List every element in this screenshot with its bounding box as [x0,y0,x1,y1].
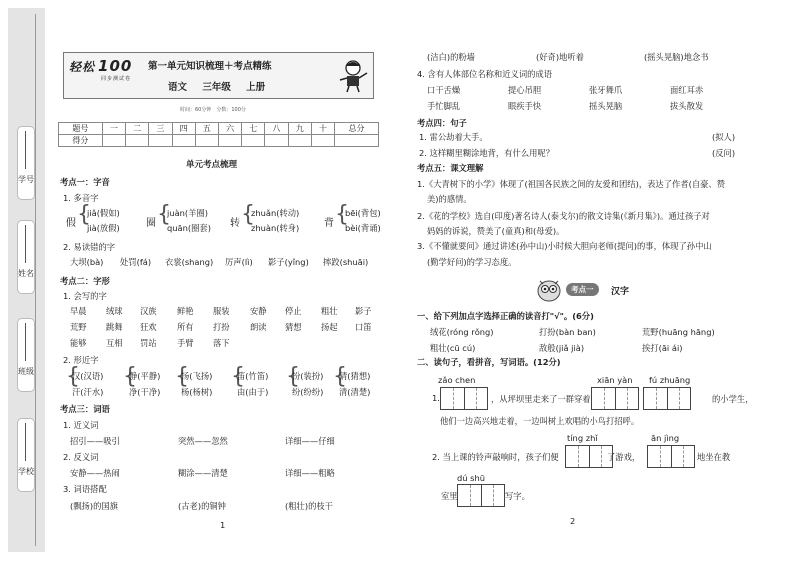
vocab-word: 停止 [285,306,302,316]
score-header-cell: 一 [102,123,125,135]
pinyin-hint: dú shū [457,473,486,483]
polyphone-reading: juàn(羊圈) [167,208,208,218]
student-id-label: 学号 [18,175,34,184]
page-number-1: 1 [220,520,226,530]
polyphone-char: 假 [66,218,76,229]
score-header-cell: 总分 [335,123,379,135]
misread-word: 摔跤(shuāi) [323,257,369,267]
student-mascot-icon [336,57,370,93]
score-cell[interactable] [172,135,195,147]
answer-box[interactable] [440,387,488,410]
line-1-text-b: 的小学生， [712,394,754,404]
understanding-1-cont: 美)的感情。 [427,194,472,204]
polyphone-char: 背 [324,218,334,229]
idiom: 提心吊胆 [508,85,542,95]
pinyin-hint: zǎo chen [438,375,476,385]
understanding-3: 3.《不懂就要问》通过讲述(孙中山)小时候大胆向老师(提问)的事，体现了孙中山 [417,241,712,251]
understanding-1: 1.《大青树下的小学》体现了(祖国各民族之间的友爱和团结)，表达了作者(自豪、赞 [417,179,726,189]
score-header-cell: 八 [265,123,288,135]
class-label: 班级 [18,367,34,376]
polyphone-bracket: { [335,202,349,227]
class-field[interactable] [17,318,35,392]
similar-bracket: { [175,364,189,389]
score-header-cell: 题号 [59,123,103,135]
similar-bracket: { [333,364,347,389]
time-score-meta: 时间：60分钟 分数：100分 [180,107,246,113]
idiom: 张牙舞爪 [589,85,623,95]
point1-heading: 考点一：字音 [60,177,110,187]
score-header-cell: 二 [126,123,149,135]
line-2-text-c: 地坐在教 [697,452,731,462]
brand-logo: 轻松 100 同步测试卷 [69,57,133,82]
line-1-text-a: ，从坪坝里走来了一群穿着 [491,394,591,404]
similar-char: 汉(汉语) [72,371,104,381]
score-cell[interactable] [218,135,241,147]
idiom: 摇头晃脑 [589,101,623,111]
understanding-3-cont: (勤学好问)的学习态度。 [427,257,517,267]
vocab-word: 服装 [213,306,230,316]
vocab-word: 早晨 [70,306,87,316]
idiom: 眼疾手快 [508,101,542,111]
similar-char: 净(干净) [129,387,161,397]
review-section-title: 单元考点梳理 [186,160,238,170]
vocab-word: 能够 [70,338,87,348]
polyphone-heading: 1. 多音字 [63,193,99,203]
idiom: 手忙脚乱 [427,101,461,111]
misread-word: 处罚(fá) [120,257,152,267]
pronunciation-choice: 敌般(jiǎ jià) [539,343,585,353]
understanding-2: 2.《花的学校》选自(印度)著名诗人(泰戈尔)的散文诗集(《新月集》)。通过孩子对 [417,211,710,221]
owl-mascot-icon [532,275,566,305]
line-2-text-e: 写字。 [505,491,530,501]
idiom: 面红耳赤 [670,85,704,95]
score-header-cell: 九 [288,123,311,135]
write-words-heading: 1. 会写的字 [63,291,107,301]
sentence-1-tag: (拟人) [712,132,736,142]
similar-char: 杨(杨树) [181,387,213,397]
similar-char: 清(清楚) [339,387,371,397]
idiom: 口干舌燥 [427,85,461,95]
unit-header [63,52,374,99]
polyphone-bracket: { [157,202,171,227]
question-2-heading: 二、读句子，看拼音，写词语。(12分) [417,357,561,367]
pronunciation-choice: 荒野(huāng hāng) [642,327,715,337]
vocab-word: 落下 [213,338,230,348]
score-cell[interactable] [335,135,379,147]
antonym-pair: 安静——热闹 [70,468,120,478]
synonym-heading: 1. 近义词 [63,420,99,430]
answer-box[interactable] [565,445,613,468]
similar-char: 猜(猜想) [339,371,371,381]
point5-heading: 考点五：课文理解 [417,163,484,173]
page-number-2: 2 [570,516,576,526]
vocab-word: 扬起 [321,322,338,332]
answer-box[interactable] [647,445,695,468]
subject-line: 语文 三年级 上册 [168,82,266,93]
score-cell[interactable] [288,135,311,147]
score-cell[interactable] [311,135,334,147]
score-table [58,122,379,147]
collocation-item: (粗壮)的枝干 [285,501,333,511]
polyphone-bracket: { [241,202,255,227]
score-header-cell: 七 [242,123,265,135]
score-header-cell: 三 [149,123,172,135]
score-cell[interactable] [195,135,218,147]
binding-line [35,14,36,546]
idiom: 拔头散发 [670,101,704,111]
collocation-item: (古老)的铜钟 [178,501,226,511]
pronunciation-choice: 挨打(āi ái) [642,343,683,353]
line-2-text-d: 室里 [441,491,458,501]
score-cell[interactable] [265,135,288,147]
vocab-word: 罚站 [140,338,157,348]
pinyin-hint: ān jìng [651,433,680,443]
score-cell[interactable] [149,135,172,147]
polyphone-reading: zhuàn(转身) [251,223,300,233]
name-field[interactable] [17,220,35,294]
antonym-pair: 糊涂——清楚 [178,468,228,478]
pinyin-hint: fú zhuāng [649,375,691,385]
similar-char: 扬(飞扬) [181,371,213,381]
polyphone-reading: zhuǎn(转动) [251,208,300,218]
collocation-item: (洁白)的粉墙 [427,52,475,62]
school-field[interactable] [17,418,35,492]
misread-word: 衣裳(shang) [165,257,214,267]
vocab-word: 手臂 [177,338,194,348]
line-1-number: 1. [432,393,440,403]
section-badge-title: 汉字 [611,287,630,297]
score-cell[interactable] [242,135,265,147]
pinyin-hint: tíng zhǐ [567,433,598,443]
similar-char: 纷(纷纷) [292,387,324,397]
polyphone-bracket: { [77,202,91,227]
polyphone-reading: bēi(背包) [345,208,381,218]
school-label: 学校 [18,467,34,476]
score-header-cell: 六 [218,123,241,135]
collocation-heading: 3. 词语搭配 [63,484,107,494]
pronunciation-choice: 绒花(róng rǒng) [430,327,494,337]
vocab-word: 影子 [355,306,372,316]
collocation-item: (飘扬)的国旗 [70,501,118,511]
score-header-cell: 十 [311,123,334,135]
vocab-word: 荒野 [70,322,87,332]
vocab-word: 互相 [106,338,123,348]
score-cell[interactable] [126,135,149,147]
similar-char: 由(由于) [237,387,269,397]
similar-bracket: { [66,364,80,389]
pronunciation-choice: 打扮(bàn ban) [539,327,596,337]
point4-heading: 考点四：句子 [417,118,467,128]
polyphone-reading: quān(圈套) [167,223,211,233]
similar-char: 汗(汗水) [72,387,104,397]
pronunciation-choice: 粗壮(cū cú) [430,343,476,353]
vocab-word: 粗壮 [321,306,338,316]
polyphone-char: 转 [230,218,240,229]
vocab-word: 绒球 [106,306,123,316]
understanding-2-cont: 妈妈的诉说，赞美了(童真)和(母爱)。 [427,226,565,236]
synonym-pair: 招引——吸引 [70,436,120,446]
vocab-word: 汉族 [140,306,157,316]
similar-bracket: { [123,364,137,389]
sentence-2: 2. 这样糊里糊涂地背，有什么用呢？ [419,148,555,158]
collocation-item: (好奇)地听着 [536,52,584,62]
vocab-word: 跳舞 [106,322,123,332]
similar-bracket: { [286,364,300,389]
vocab-word: 安静 [250,306,267,316]
name-label: 姓名 [18,269,34,278]
section-badge: 考点一 [566,283,599,296]
line-2-text-b: 了游戏， [607,452,641,462]
similar-bracket: { [231,364,245,389]
vocab-word: 所有 [177,322,194,332]
polyphone-reading: bèi(背诵) [345,223,381,233]
polyphone-char: 圈 [146,218,156,229]
antonym-heading: 2. 反义词 [63,452,99,462]
synonym-pair: 详细——仔细 [285,436,335,446]
vocab-word: 朗读 [250,322,267,332]
answer-box[interactable] [591,387,639,410]
misread-word: 影子(yǐng) [268,257,309,267]
binding-sidebar [8,8,45,552]
point3-heading: 考点三：词语 [60,404,110,414]
similar-char: 笛(竹笛) [237,371,269,381]
score-cell: 得分 [59,135,103,147]
pinyin-hint: xiān yàn [597,375,633,385]
vocab-word: 猜想 [285,322,302,332]
point2-heading: 考点二：字形 [60,276,110,286]
polyphone-reading: jià(放假) [87,223,120,233]
sentence-2-tag: (反问) [712,148,736,158]
misread-word: 厉声(lì) [225,257,253,267]
line-2-text-a: 2. 当上课的铃声敲响时，孩子们便 [432,452,559,462]
collocation-item: (摇头晃脑)地念书 [644,52,709,62]
idiom-heading: 4. 含有人体部位名称和近义词的成语 [417,69,553,79]
sentence-1: 1. 雷公劫着大手。 [419,132,488,142]
score-cell[interactable] [102,135,125,147]
vocab-word: 口笛 [355,322,372,332]
similar-chars-heading: 2. 形近字 [63,355,99,365]
similar-char: 静(平静) [129,371,161,381]
unit-title: 第一单元知识梳理＋考点精练 [148,61,272,72]
misread-word: 大坝(bà) [70,257,104,267]
antonym-pair: 详细——粗略 [285,468,335,478]
vocab-word: 鲜艳 [177,306,194,316]
polyphone-reading: jiǎ(假如) [87,208,120,218]
score-header-cell: 四 [172,123,195,135]
answer-box[interactable] [457,484,505,507]
misread-heading: 2. 易读错的字 [63,242,116,252]
question-1-heading: 一、给下列加点字选择正确的读音打"√"。(6分) [417,311,594,321]
answer-box[interactable] [643,387,691,410]
vocab-word: 狂欢 [140,322,157,332]
similar-char: 扮(装扮) [292,371,324,381]
score-header-cell: 五 [195,123,218,135]
synonym-pair: 突然——忽然 [178,436,228,446]
line-1-text-c: 他们一边高兴地走着，一边叫树上欢唱的小鸟打招呼。 [440,416,640,426]
student-id-field[interactable] [17,126,35,200]
vocab-word: 打扮 [213,322,230,332]
